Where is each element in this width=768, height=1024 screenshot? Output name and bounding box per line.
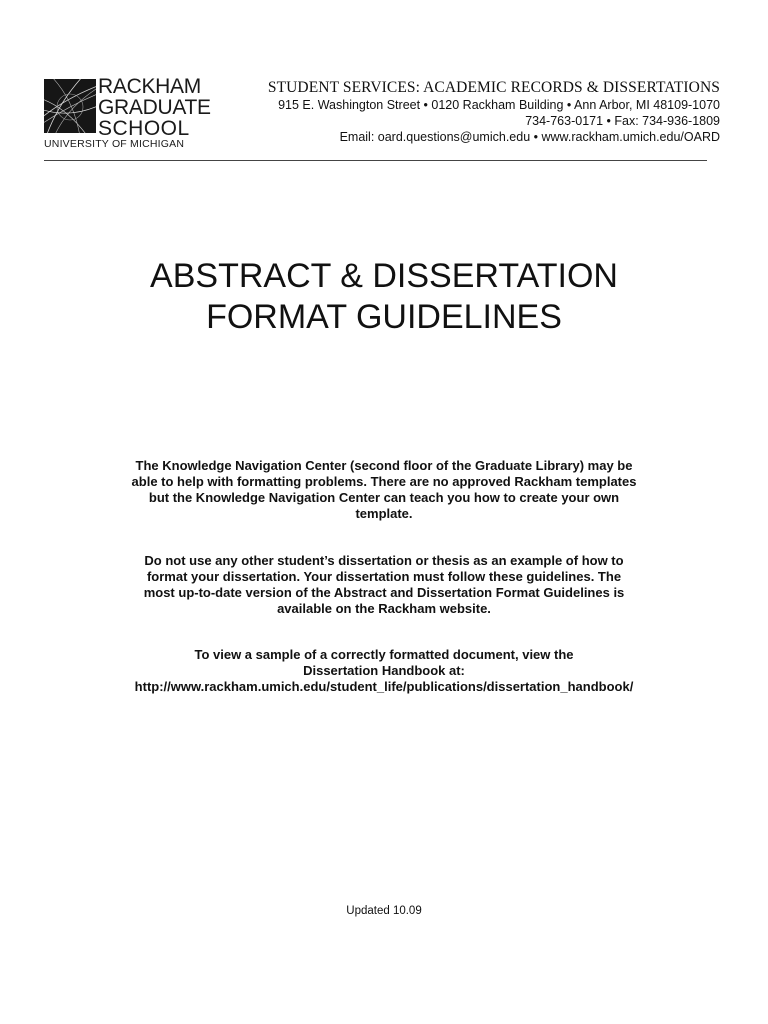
- logo-text-rackham: RACKHAM: [98, 75, 201, 98]
- paragraph-guidelines-notice: [60, 553, 708, 617]
- letterhead-title: STUDENT SERVICES: ACADEMIC RECORDS & DISSERTATIONS: [267, 79, 720, 96]
- handbook-url: http://www.rackham.umich.edu/student_life/publications/dissertation_handbook/: [134, 679, 634, 694]
- paragraph-line: but the Knowledge Navigation Center can teach you how to create your own: [148, 490, 620, 505]
- letterhead-address: 915 E. Washington Street • 0120 Rackham Building • Ann Arbor, MI 48109-1070: [278, 98, 720, 112]
- letterhead-contact: Email: oard.questions@umich.edu • www.rackham.umich.edu/OARD: [339, 130, 720, 144]
- paragraph-line: format your dissertation. Your dissertation must follow these guidelines. The: [146, 569, 622, 584]
- document-title-line-1: ABSTRACT & DISSERTATION: [150, 257, 618, 295]
- letterhead-phone: 734-763-0171 • Fax: 734-936-1809: [525, 114, 720, 128]
- logo-text-graduate: GRADUATE: [98, 96, 211, 119]
- updated-date: Updated 10.09: [346, 905, 422, 917]
- logo-text-university: UNIVERSITY OF MICHIGAN: [44, 138, 185, 150]
- paragraph-line: available on the Rackham website.: [277, 601, 491, 616]
- paragraph-line: To view a sample of a correctly formatted document, view the: [194, 647, 574, 662]
- paragraph-line: most up-to-date version of the Abstract and Dissertation Format Guidelines is: [143, 585, 625, 600]
- document-title: [0, 256, 768, 338]
- paragraph-line: template.: [355, 506, 413, 521]
- paragraph-handbook-sample: [60, 647, 708, 695]
- letterhead-contact-block: [268, 79, 720, 145]
- rackham-logo-mark: [44, 79, 96, 133]
- logo-swirl-graphic: [44, 79, 96, 133]
- paragraph-line: able to help with formatting problems. There are no approved Rackham templates: [131, 474, 637, 489]
- logo-text-school: SCHOOL: [98, 117, 190, 140]
- paragraph-knowledge-center: [60, 458, 708, 522]
- paragraph-line: Do not use any other student’s dissertation or thesis as an example of how to: [144, 553, 624, 568]
- paragraph-line: The Knowledge Navigation Center (second floor of the Graduate Library) may be: [135, 458, 633, 473]
- paragraph-line: Dissertation Handbook at:: [303, 663, 465, 678]
- document-title-line-2: FORMAT GUIDELINES: [206, 298, 562, 336]
- header-divider: [44, 160, 707, 161]
